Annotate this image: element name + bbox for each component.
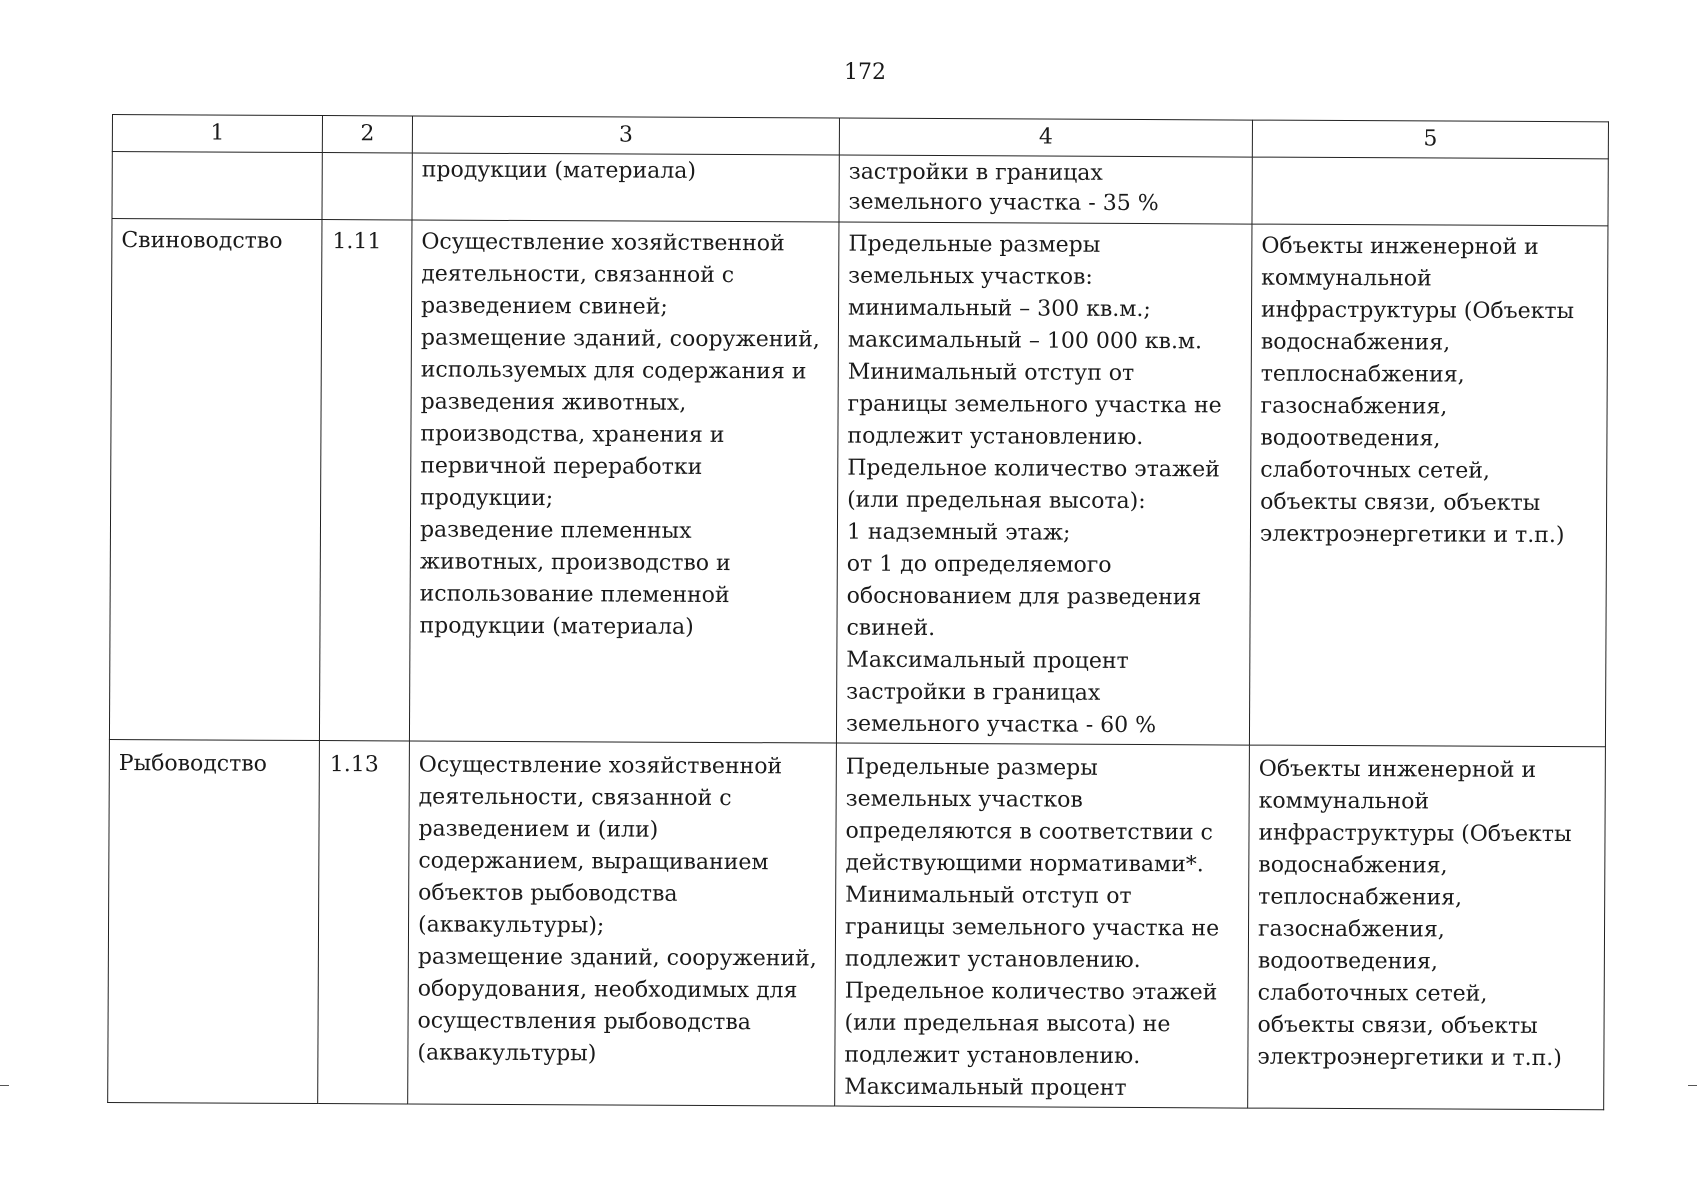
page-number: 172 [844,60,886,85]
table-row-pig-farming [109,219,1608,747]
use-type-name [112,152,322,220]
table-row-continuation [112,152,1608,226]
column-number-4: 4 [839,118,1252,157]
scan-edge-mark-left [0,1085,9,1086]
column-number-1: 1 [112,115,322,153]
column-number-5: 5 [1252,120,1608,159]
use-type-objects: Объекты инженерной и коммунальной инфраструктуры (Объекты водоснабжения, теплоснабжения, газоснабжения, водоотведения, слаботочных сетей, объекты связи, объекты электроэнергетики и т.п.) [1249,224,1608,747]
use-type-name: Рыбоводство [108,739,320,1103]
use-type-objects: Объекты инженерной и коммунальной инфраструктуры (Объекты водоснабжения, теплоснабжения, газоснабжения, водоотведения, слаботочных сетей, объекты связи, объекты электроэнергетики и т.п.) [1248,745,1606,1110]
use-type-code: 1.13 [318,741,410,1104]
table-row-fish-farming [108,739,1606,1109]
use-type-code: 1.11 [319,220,412,741]
use-type-name: Свиноводство [109,219,322,741]
use-type-description: Осуществление хозяйственной деятельности, связанной с разведением свиней; размещение зданий, сооружений, используемых для содержания и разведения животных, производства, хранения и первичной переработки продукции; разведение племенных животных, производство и использование племенной продукции (материала) [409,220,839,743]
use-type-parameters: Предельные размеры земельных участков: минимальный – 300 кв.м.; максимальный – 100 000 кв.м. Минимальный отступ от границы земельного участка не подлежит установлению. Предельное количество этажей (или предельная высота): 1 надземный этаж; от 1 до определяемого обоснованием для разведения свиней. Максимальный процент застройки в границах земельного участка - 60 % [836,222,1252,745]
column-number-2: 2 [322,116,412,153]
use-type-description: Осуществление хозяйственной деятельности, связанной с разведением и (или) содержанием, выращиванием объектов рыбоводства (аквакультуры); размещение зданий, сооружений, оборудования, необходимых для осуществления рыбоводства (аквакультуры) [408,741,837,1106]
use-type-parameters: Предельные размеры земельных участков определяются в соответствии с действующими нормативами*. Минимальный отступ от границы земельного участка не подлежит установлению. Предельное количество этажей (или предельная высота) не подлежит установлению. Максимальный процент [835,743,1250,1108]
scan-edge-mark-right [1688,1085,1697,1086]
use-type-code [322,153,412,220]
use-type-objects [1252,157,1608,226]
use-type-parameters: застройки в границах земельного участка - 35 % [839,155,1252,224]
column-number-3: 3 [412,116,839,155]
land-use-table [107,114,1609,1110]
use-type-description: продукции (материала) [412,153,839,222]
